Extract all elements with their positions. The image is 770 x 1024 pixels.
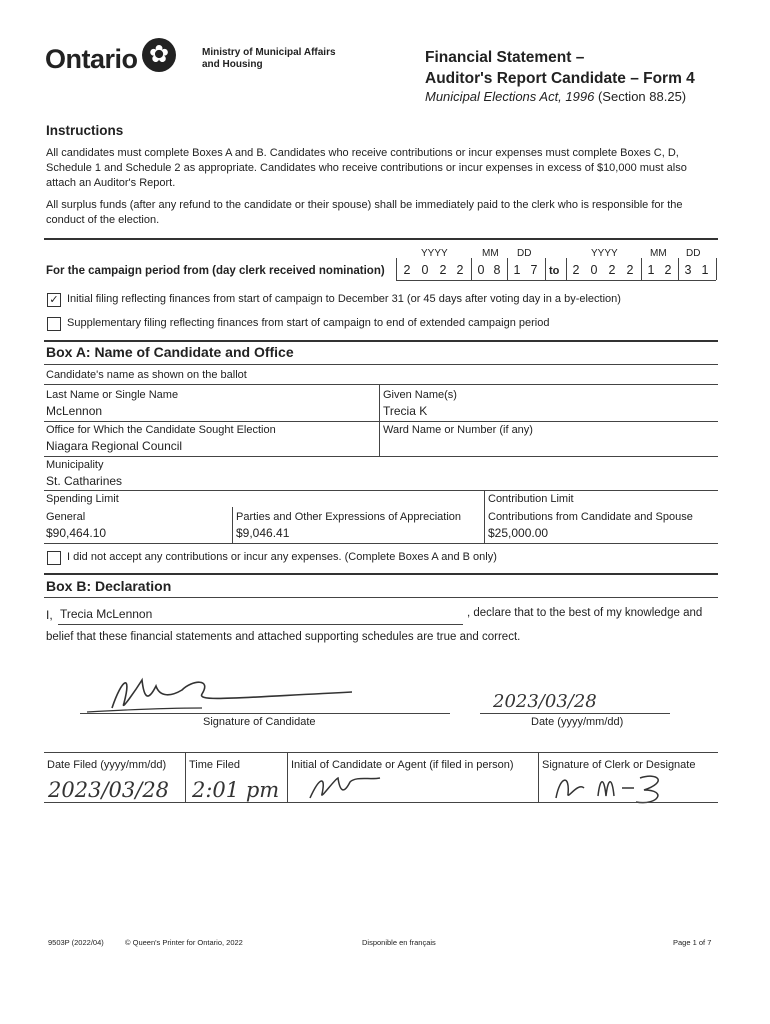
to-year-digit[interactable]: 2 — [572, 263, 580, 277]
time-filed-field[interactable]: 2:01 pm — [192, 778, 280, 802]
act-section: (Section 88.25) — [597, 89, 687, 104]
clerk-signature-label: Signature of Clerk or Designate — [542, 759, 696, 771]
from-dd-header: DD — [517, 248, 532, 259]
ministry-line-1: Ministry of Municipal Affairs — [202, 47, 336, 58]
initial-filing-checkbox[interactable]: ✓ — [47, 293, 61, 307]
supplementary-filing-label: Supplementary filing reflecting finances from start of campaign to end of extended campaign period — [67, 317, 550, 329]
initial-label: Initial of Candidate or Agent (if filed in person) — [291, 759, 514, 771]
ministry-line-2: and Housing — [202, 59, 263, 70]
divider — [44, 543, 718, 544]
office-label: Office for Which the Candidate Sought Election — [46, 424, 276, 436]
spending-limit-label: Spending Limit — [46, 493, 119, 505]
from-day-digit[interactable]: 7 — [530, 263, 538, 277]
to-day-digit[interactable]: 1 — [701, 263, 709, 277]
declarant-underline — [58, 624, 463, 625]
declaration-text: , declare that to the best of my knowledge and — [467, 607, 703, 619]
to-mm-header: MM — [650, 248, 667, 259]
divider — [44, 340, 718, 342]
from-month-digit[interactable]: 8 — [493, 263, 501, 277]
to-month-digit[interactable]: 2 — [664, 263, 672, 277]
divider — [44, 238, 718, 240]
page-number: Page 1 of 7 — [673, 938, 712, 947]
date-separator — [545, 258, 546, 280]
initials-signature-icon — [300, 770, 390, 804]
parties-label: Parties and Other Expressions of Appreciation — [236, 511, 462, 523]
divider — [44, 384, 718, 385]
divider — [44, 490, 718, 491]
supplementary-filing-checkbox[interactable] — [47, 317, 61, 331]
copyright: © Queen's Printer for Ontario, 2022 — [125, 938, 243, 947]
divider — [44, 456, 718, 457]
from-day-digit[interactable]: 1 — [513, 263, 521, 277]
divider — [185, 752, 186, 802]
date-line — [480, 713, 670, 714]
candidate-signature-icon — [82, 668, 362, 716]
declaration-i-label: I, — [46, 608, 53, 622]
given-name-field[interactable]: Trecia K — [383, 404, 428, 418]
date-underline — [396, 280, 716, 281]
date-filed-field[interactable]: 2023/03/28 — [48, 778, 170, 802]
belief-text: belief that these financial statements and attached supporting schedules are true and correct. — [46, 631, 521, 643]
box-b-heading: Box B: Declaration — [46, 578, 172, 594]
divider — [232, 507, 233, 543]
form-title-line-2: Auditor's Report Candidate – Form 4 — [425, 70, 695, 87]
signature-label: Signature of Candidate — [203, 716, 316, 728]
office-field[interactable]: Niagara Regional Council — [46, 439, 183, 453]
box-a-heading: Box A: Name of Candidate and Office — [46, 344, 294, 360]
date-separator — [716, 258, 717, 280]
date-separator — [566, 258, 567, 280]
divider — [44, 802, 718, 803]
municipality-label: Municipality — [46, 459, 104, 471]
trillium-logo-icon: ✿ — [142, 38, 176, 72]
from-mm-header: MM — [482, 248, 499, 259]
form-title — [425, 47, 695, 89]
to-month-digit[interactable]: 1 — [647, 263, 655, 277]
instructions-paragraph-1: All candidates must complete Boxes A and B. Candidates who receive contributions or incur expenses must complete Boxes C, D, Schedule 1 and Schedule 2 as appropriate. Candidates who receive contributions or incur expenses in excess of $10,000 must also attach an Auditor's Report. — [46, 147, 687, 189]
from-year-digit[interactable]: 2 — [403, 263, 411, 277]
to-yyyy-header: YYYY — [591, 248, 618, 259]
from-yyyy-header: YYYY — [421, 248, 448, 259]
act-name: Municipal Elections Act, 1996 — [425, 89, 595, 104]
contribution-limit-label: Contribution Limit — [488, 493, 574, 505]
date-filed-label: Date Filed (yyyy/mm/dd) — [47, 759, 167, 771]
divider — [44, 364, 718, 365]
form-subtitle — [425, 89, 686, 104]
to-day-digit[interactable]: 3 — [684, 263, 692, 277]
to-label: to — [549, 265, 560, 277]
divider — [44, 597, 718, 598]
general-limit-value[interactable]: $90,464.10 — [46, 526, 107, 540]
general-label: General — [46, 511, 86, 523]
from-year-digit[interactable]: 2 — [439, 263, 447, 277]
no-contributions-checkbox[interactable] — [47, 551, 61, 565]
divider — [484, 490, 485, 543]
divider — [538, 752, 539, 802]
time-filed-label: Time Filed — [189, 759, 240, 771]
from-year-digit[interactable]: 0 — [421, 263, 429, 277]
ontario-logo-text: Ontario — [45, 44, 138, 74]
declarant-name-field[interactable]: Trecia McLennon — [60, 607, 153, 621]
ballot-name-label: Candidate's name as shown on the ballot — [46, 369, 247, 381]
last-name-field[interactable]: McLennon — [46, 404, 103, 418]
form-code: 9503P (2022/04) — [48, 938, 104, 947]
divider — [44, 421, 718, 422]
contribution-limit-value[interactable]: $25,000.00 — [488, 526, 549, 540]
to-year-digit[interactable]: 2 — [608, 263, 616, 277]
no-contributions-label: I did not accept any contributions or incur any expenses. (Complete Boxes A and B only) — [67, 551, 497, 563]
form-title-line-1: Financial Statement – — [425, 49, 585, 66]
last-name-label: Last Name or Single Name — [46, 389, 179, 401]
date-separator — [471, 258, 472, 280]
instructions-paragraph-2: All surplus funds (after any refund to the candidate or their spouse) shall be immediately paid to the clerk who is responsible for the conduct of the election. — [46, 199, 683, 226]
campaign-period-label: For the campaign period from (day clerk received nomination) — [46, 265, 385, 277]
divider — [44, 752, 718, 753]
municipality-field[interactable]: St. Catharines — [46, 474, 123, 488]
parties-limit-value[interactable]: $9,046.41 — [236, 526, 290, 540]
divider — [44, 573, 718, 575]
french-availability: Disponible en français — [362, 938, 436, 947]
declaration-date-field[interactable]: 2023/03/28 — [493, 691, 597, 712]
to-year-digit[interactable]: 2 — [626, 263, 634, 277]
ministry-name — [202, 47, 336, 71]
date-separator — [678, 258, 679, 280]
date-separator — [507, 258, 508, 280]
signature-line — [80, 713, 450, 714]
initial-filing-label: Initial filing reflecting finances from start of campaign to December 31 (or 45 days after voting day in a by-election) — [67, 293, 621, 305]
given-name-label: Given Name(s) — [383, 389, 457, 401]
from-year-digit[interactable]: 2 — [456, 263, 464, 277]
to-year-digit[interactable]: 0 — [590, 263, 598, 277]
instructions-heading: Instructions — [46, 123, 124, 138]
contrib-candidate-spouse-label: Contributions from Candidate and Spouse — [488, 511, 693, 523]
from-month-digit[interactable]: 0 — [477, 263, 485, 277]
date-separator — [641, 258, 642, 280]
ward-label: Ward Name or Number (if any) — [383, 424, 533, 436]
divider — [379, 384, 380, 456]
date-separator — [396, 258, 397, 280]
to-dd-header: DD — [686, 248, 701, 259]
divider — [287, 752, 288, 802]
date-label: Date (yyyy/mm/dd) — [531, 716, 624, 728]
